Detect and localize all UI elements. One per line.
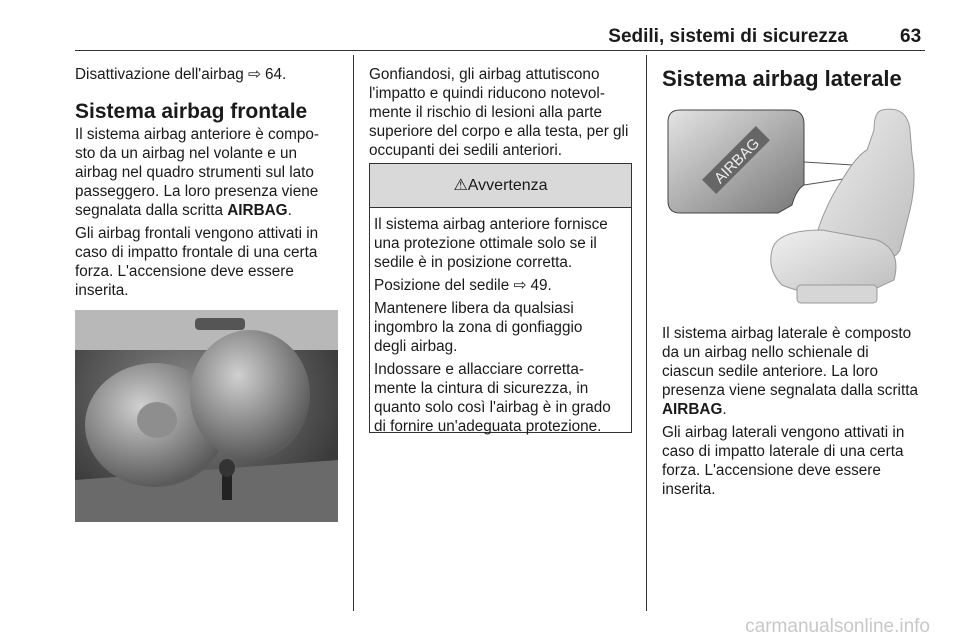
period: . xyxy=(722,401,727,418)
text-line: superiore del corpo e alla testa, per gli xyxy=(369,123,629,140)
text-line: Gonfiandosi, gli airbag attutiscono xyxy=(369,66,600,83)
paragraph xyxy=(369,65,635,160)
text-line: ciascun sedile anteriore. La loro xyxy=(662,363,878,380)
paragraph xyxy=(662,423,928,499)
line-text: segnalata dalla scritta xyxy=(75,202,228,219)
warning-triangle-icon: ⚠ xyxy=(453,177,468,194)
text-line xyxy=(75,201,341,220)
text-line: l'impatto e quindi riducono notevol- xyxy=(369,85,605,102)
airbag-label: AIRBAG xyxy=(711,135,764,188)
text-line: forza. L'accensione deve essere xyxy=(662,462,881,479)
text-line: mente la cintura di sicurezza, in xyxy=(374,380,589,397)
paragraph-lines xyxy=(662,324,928,400)
heading-frontal-airbag: Sistema airbag frontale xyxy=(75,100,308,123)
warning-paragraph xyxy=(374,276,631,295)
text-line: mente il rischio di lesioni alla parte xyxy=(369,104,602,121)
paragraph xyxy=(75,125,341,220)
text-line: occupanti dei sedili anteriori. xyxy=(369,142,563,159)
text-line: degli airbag. xyxy=(374,338,458,355)
heading-text: Sistema airbag laterale xyxy=(662,66,902,91)
text-line: di fornire un'adeguata protezione. xyxy=(374,418,602,435)
section-title: Sedili, sistemi di sicurezza xyxy=(608,26,848,47)
paragraph xyxy=(662,324,928,419)
text-line: caso di impatto frontale di una certa xyxy=(75,244,318,261)
text-line: presenza viene segnalata dalla scritta xyxy=(662,382,918,399)
warning-header xyxy=(370,164,631,208)
airbag-bold-text: AIRBAG xyxy=(227,202,288,219)
text-line: Il sistema airbag anteriore fornisce xyxy=(374,216,608,233)
text-line: da un airbag nello schienale di xyxy=(662,344,869,361)
text-line: ingombro la zona di gonfiaggio xyxy=(374,319,583,336)
header-rule xyxy=(75,50,925,51)
paragraph xyxy=(75,224,341,300)
text-line: forza. L'accensione deve essere xyxy=(75,263,294,280)
text-line: Il sistema airbag anteriore è compo- xyxy=(75,126,320,143)
warning-paragraph xyxy=(374,360,631,436)
column-divider xyxy=(646,55,647,611)
warning-paragraph xyxy=(374,215,631,272)
watermark: carmanualsonline.info xyxy=(745,616,930,637)
warning-paragraph xyxy=(374,299,631,356)
text-line: sto da un airbag nel volante e un xyxy=(75,145,297,162)
airbag-bold-text: AIRBAG xyxy=(662,401,723,418)
text-line: inserita. xyxy=(662,481,716,498)
text-line: Gli airbag frontali vengono attivati in xyxy=(75,225,319,242)
heading-side-airbag xyxy=(662,66,902,92)
text-line: Mantenere libera da qualsiasi xyxy=(374,300,574,317)
column-3 xyxy=(662,324,928,503)
warning-title: Avvertenza xyxy=(467,177,548,194)
text-line: passeggero. La loro presenza viene xyxy=(75,183,319,200)
period: . xyxy=(287,202,292,219)
text-line: una protezione ottimale solo se il xyxy=(374,235,597,252)
text-line: airbag nel quadro strumenti sul lato xyxy=(75,164,314,181)
side-airbag-seat-image xyxy=(662,100,925,312)
column-2 xyxy=(369,65,635,164)
text-line: caso di impatto laterale di una certa xyxy=(662,443,904,460)
column-divider xyxy=(353,55,354,611)
text-line: Indossare e allacciare corretta- xyxy=(374,361,585,378)
text-line: Il sistema airbag laterale è composto xyxy=(662,325,912,342)
cross-reference-link[interactable]: Disattivazione dell'airbag ⇨ 64. xyxy=(75,66,287,83)
page-number: 63 xyxy=(900,26,922,47)
warning-box xyxy=(369,163,632,433)
column-1 xyxy=(75,65,341,304)
text-line: Gli airbag laterali vengono attivati in xyxy=(662,424,905,441)
frontal-airbag-image xyxy=(75,310,338,522)
text-line: quanto solo così l'airbag è in grado xyxy=(374,399,611,416)
text-line: sedile è in posizione corretta. xyxy=(374,254,573,271)
text-line: Posizione del sedile ⇨ 49. xyxy=(374,277,552,294)
text-line: inserita. xyxy=(75,282,129,299)
